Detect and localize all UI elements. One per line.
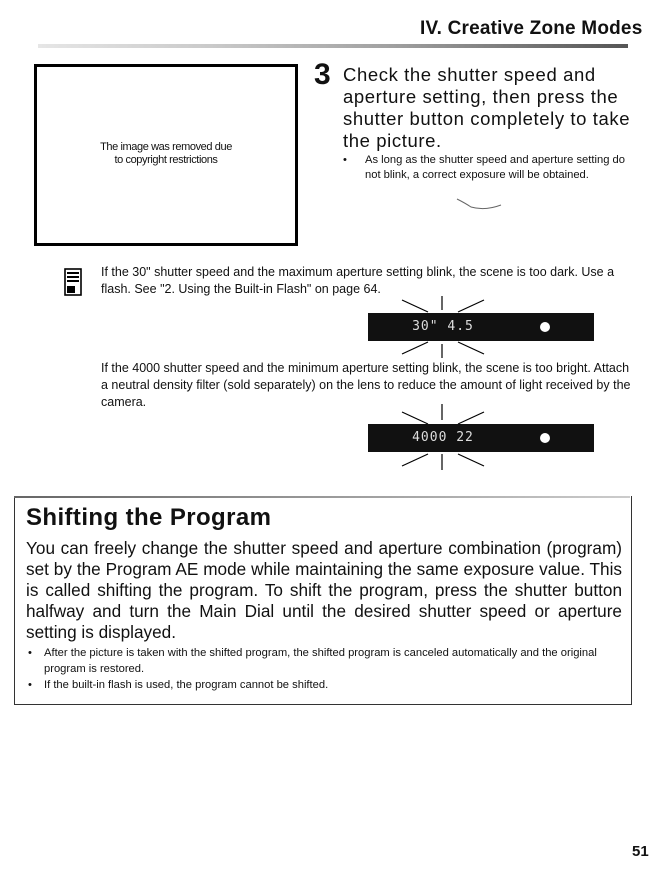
section-bullets	[26, 645, 622, 693]
section-title: Shifting the Program	[26, 504, 272, 531]
placeholder-text	[37, 141, 295, 167]
list-item	[26, 645, 622, 677]
placeholder-line-1: The image was removed due	[100, 141, 232, 153]
squiggle-mark-icon	[455, 195, 503, 211]
step-number: 3	[314, 58, 331, 91]
header-rule	[38, 44, 628, 48]
chapter-title: IV. Creative Zone Modes	[420, 18, 643, 39]
placeholder-line-2: to copyright restrictions	[114, 154, 218, 166]
lcd-readout: 4000 22	[412, 430, 474, 445]
section-body: You can freely change the shutter speed and aperture combination (program) set by the Program AE mode while maintaining the same exposure value. This is called shifting the program. To shift the program, press the shutter button halfway and turn the Main Dial until the desired shutter speed or aperture setting is displayed.	[26, 538, 622, 642]
focus-indicator-icon	[540, 433, 550, 443]
focus-indicator-icon	[540, 322, 550, 332]
note-too-dark: If the 30" shutter speed and the maximum aperture setting blink, the scene is too dark. Use a flash. See "2. Using the Built-in Flash" on page 64.	[101, 265, 615, 296]
memo-icon	[64, 268, 82, 296]
bullet-icon: •	[28, 647, 32, 659]
bullet-icon: •	[343, 154, 347, 166]
lcd-display-dark	[368, 313, 594, 341]
removed-image-placeholder	[34, 64, 298, 246]
list-item	[26, 677, 622, 693]
step-instruction: Check the shutter speed and aperture setting, then press the shutter button completely to take the picture.	[343, 64, 631, 151]
bullet-icon: •	[28, 679, 32, 691]
lcd-readout: 30" 4.5	[412, 319, 474, 334]
note-too-bright: If the 4000 shutter speed and the minimum aperture setting blink, the scene is too bright. Attach a neutral density filter (sold separately) on the lens to reduce the amount of light received by the camera.	[101, 361, 631, 409]
bullet-text: If the built-in flash is used, the program cannot be shifted.	[44, 679, 329, 691]
section-rule	[14, 496, 630, 498]
step-bullet-text: As long as the shutter speed and aperture setting do not blink, a correct exposure will be obtained.	[365, 154, 625, 181]
page-number: 51	[632, 843, 649, 860]
lcd-display-bright	[368, 424, 594, 452]
step-bullet	[343, 153, 633, 183]
bullet-text: After the picture is taken with the shifted program, the shifted program is canceled automatically and the original program is restored.	[44, 647, 597, 675]
